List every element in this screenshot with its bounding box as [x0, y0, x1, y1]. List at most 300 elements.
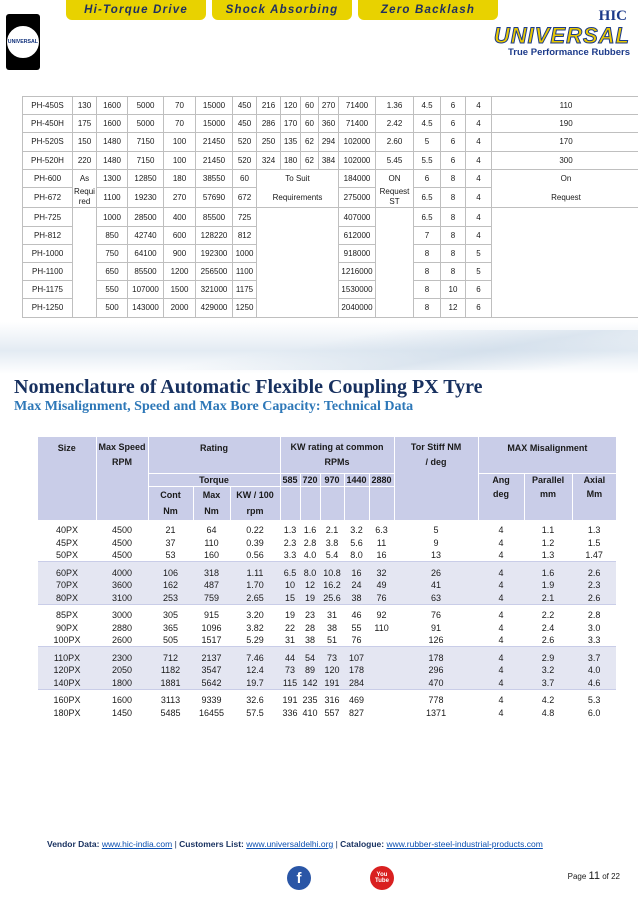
- ph-model: PH-520S: [23, 133, 73, 151]
- ph-cell: 4.5: [414, 97, 441, 115]
- ph-cell: 850: [97, 226, 128, 244]
- ph-cell: 7150: [128, 133, 164, 151]
- px-cell: 92: [376, 610, 387, 621]
- table-row: [23, 97, 638, 115]
- ph-cell: 600: [164, 226, 196, 244]
- px-cell: 305: [162, 610, 179, 621]
- px-cell: 0.22: [246, 525, 264, 536]
- header-blank: [320, 486, 344, 519]
- px-size: 60PX: [55, 567, 79, 578]
- ph-cell: 324: [257, 151, 281, 169]
- ph-cell: 1600: [97, 97, 128, 115]
- px-cell: 16.2: [323, 580, 341, 591]
- px-cell: 115: [282, 677, 298, 688]
- px-cell: 54: [305, 652, 316, 663]
- px-cell: 2880: [111, 622, 133, 633]
- ph-cell: 6: [414, 169, 441, 187]
- decorative-band-fold: [0, 330, 638, 370]
- table-row: [23, 115, 638, 133]
- px-cell: 191: [324, 677, 340, 688]
- vendor-link[interactable]: www.hic-india.com: [101, 839, 173, 849]
- ph-cell: 1216000: [339, 263, 376, 281]
- px-cell: 316: [324, 695, 340, 706]
- px-cell: 4: [498, 580, 504, 591]
- ph-cell: 270: [319, 97, 339, 115]
- ph-cell: 62: [301, 151, 319, 169]
- table-row: [38, 537, 616, 550]
- ph-cell: 300: [492, 151, 638, 169]
- px-cell: 4500: [111, 525, 133, 536]
- header-blank: [394, 473, 478, 486]
- px-cell: 120: [324, 665, 340, 676]
- ph-model: PH-1250: [23, 299, 73, 317]
- px-cell: 4.2: [541, 695, 555, 706]
- page-header: [0, 0, 638, 92]
- px-cell: 49: [376, 580, 387, 591]
- px-cell: 9339: [201, 695, 222, 706]
- col-size: Size: [38, 437, 96, 473]
- px-cell: 2.8: [303, 537, 317, 548]
- px-cell: 6.0: [587, 707, 601, 718]
- ph-cell: 64100: [128, 244, 164, 262]
- px-cell: 4: [498, 550, 504, 560]
- px-cell: 915: [203, 610, 220, 621]
- px-cell: 3600: [111, 580, 133, 591]
- ph-cell: 5000: [128, 115, 164, 133]
- ph-cell: 812: [233, 226, 257, 244]
- brand-tagline: True Performance Rubbers: [508, 47, 630, 58]
- px-cell: 1371: [426, 707, 447, 718]
- px-cell: 2600: [111, 635, 133, 645]
- px-cell: 5.6: [350, 537, 363, 548]
- ph-cell: 8: [441, 263, 466, 281]
- ph-cell: 62: [301, 133, 319, 151]
- px-cell: 3100: [111, 592, 133, 603]
- col-max-nm: Max Nm: [193, 486, 230, 519]
- ph-cell: 15000: [196, 97, 233, 115]
- px-cell: 11: [376, 537, 387, 548]
- table-row: [23, 187, 638, 208]
- page-total: of 22: [602, 872, 620, 881]
- ph-cell: 4: [466, 169, 492, 187]
- px-cell: [369, 707, 394, 720]
- px-cell: 38: [351, 592, 362, 603]
- px-cell: 3.8: [325, 537, 339, 548]
- px-cell: 162: [162, 580, 179, 591]
- px-cell: 91: [431, 622, 442, 633]
- px-cell: 4.8: [541, 707, 555, 718]
- px-cell: 4.6: [587, 677, 601, 688]
- ph-cell: 38550: [196, 169, 233, 187]
- catalogue-link[interactable]: www.rubber-steel-industrial-products.com: [386, 839, 543, 849]
- table-row: [23, 169, 638, 187]
- px-cell: 2.1: [325, 525, 339, 536]
- facebook-icon[interactable]: f: [287, 866, 311, 890]
- on-request-note-b: On: [492, 169, 638, 187]
- px-cell: 2.3: [587, 580, 601, 591]
- table-row: [23, 208, 638, 226]
- table-row: [38, 622, 616, 635]
- ph-cell: 4: [466, 226, 492, 244]
- ph-cell: 286: [257, 115, 281, 133]
- px-cell: 12: [305, 580, 316, 591]
- ph-cell: 8: [441, 169, 466, 187]
- col-max-speed: Max Speed RPM: [96, 437, 148, 473]
- px-size: 140PX: [53, 677, 81, 688]
- px-cell: 76: [376, 592, 387, 603]
- ph-blank: [492, 281, 638, 299]
- col-kw-rating: KW rating at common RPMs: [280, 437, 394, 473]
- ph-cell: 192300: [196, 244, 233, 262]
- table-row: [38, 579, 616, 592]
- ph-cell: 6: [441, 97, 466, 115]
- table-row: [38, 707, 616, 720]
- px-cell: 22: [285, 622, 296, 633]
- customers-link[interactable]: www.universaldelhi.org: [246, 839, 334, 849]
- px-cell: 1517: [201, 635, 222, 645]
- col-axial: Axial: [572, 473, 616, 486]
- px-cell: 5.3: [587, 695, 601, 706]
- ph-cell: 400: [164, 208, 196, 226]
- ph-cell: 450: [233, 115, 257, 133]
- px-cell: 4: [498, 695, 504, 706]
- px-cell: 5.4: [325, 550, 339, 560]
- ph-cell: 6: [441, 151, 466, 169]
- px-cell: [369, 652, 394, 665]
- px-cell: 296: [428, 665, 444, 676]
- px-cell: 89: [305, 665, 316, 676]
- ph-cell: 5: [466, 263, 492, 281]
- ph-cell: 7150: [128, 151, 164, 169]
- px-cell: 12.4: [246, 665, 264, 676]
- px-size: 160PX: [53, 695, 81, 706]
- px-cell: 4500: [111, 550, 133, 560]
- col-deg: deg: [478, 486, 524, 519]
- ph-blank: [492, 208, 638, 226]
- px-cell: 505: [162, 635, 179, 645]
- ph-cell: 21450: [196, 133, 233, 151]
- px-cell: 53: [165, 550, 176, 560]
- section-title: Nomenclature of Automatic Flexible Coupling PX Tyre: [14, 376, 483, 398]
- ph-cell: 4: [466, 115, 492, 133]
- px-cell: 1.6: [303, 525, 317, 536]
- col-rating: Rating: [148, 437, 280, 473]
- header-blank: [280, 486, 300, 519]
- ph-cell: 8: [414, 244, 441, 262]
- px-cell: 41: [431, 580, 442, 591]
- px-cell: 3.2: [350, 525, 363, 536]
- ph-cell: 250: [257, 133, 281, 151]
- ph-blank: [73, 281, 97, 299]
- px-cell: 1881: [160, 677, 181, 688]
- px-cell: 76: [351, 635, 362, 645]
- header-blank: [300, 486, 320, 519]
- px-cell: 2.4: [541, 622, 555, 633]
- brand-name: UNIVERSAL: [493, 23, 630, 48]
- px-size: 180PX: [53, 707, 81, 718]
- ph-cell: 5000: [128, 97, 164, 115]
- table-row: [38, 664, 616, 677]
- px-cell: 32: [376, 567, 387, 578]
- brand-block: [494, 8, 630, 58]
- vendor-label: Vendor Data:: [47, 839, 100, 849]
- ph-cell: 550: [97, 281, 128, 299]
- px-cell: 778: [428, 695, 444, 706]
- ph-cell: 450: [233, 97, 257, 115]
- ph-cell: 135: [281, 133, 301, 151]
- brand-prefix: HIC: [598, 8, 627, 24]
- ph-cell: 520: [233, 133, 257, 151]
- px-size: 120PX: [53, 665, 81, 676]
- ph-blank: [257, 299, 339, 317]
- px-cell: 31: [327, 610, 338, 621]
- px-cell: 3.7: [541, 677, 555, 688]
- px-cell: 1.47: [585, 550, 603, 560]
- ph-cell: 143000: [128, 299, 164, 317]
- ph-cell: 1500: [164, 281, 196, 299]
- ph-cell: 12850: [128, 169, 164, 187]
- px-cell: 470: [428, 677, 444, 688]
- table-row: [23, 299, 638, 317]
- ph-cell: 1480: [97, 133, 128, 151]
- logo-emblem: [7, 26, 39, 58]
- ph-cell: 360: [319, 115, 339, 133]
- ph-cell: 220: [73, 151, 97, 169]
- px-cell: 3.3: [283, 550, 297, 560]
- px-table-header: [38, 437, 616, 519]
- px-cell: 160: [203, 550, 220, 560]
- table-row: [38, 567, 616, 580]
- px-cell: 24: [351, 580, 362, 591]
- ph-cell: 170: [281, 115, 301, 133]
- px-cell: 2.8: [587, 610, 601, 621]
- ph-blank: [376, 226, 414, 244]
- px-cell: 1450: [111, 707, 133, 718]
- px-cell: 1.9: [541, 580, 555, 591]
- table-row: [23, 244, 638, 262]
- ph-cell: 1530000: [339, 281, 376, 299]
- ph-model: PH-725: [23, 208, 73, 226]
- ph-cell: 6: [466, 281, 492, 299]
- ph-cell: 128220: [196, 226, 233, 244]
- ph-cell: 170: [492, 133, 638, 151]
- ph-cell: 650: [97, 263, 128, 281]
- ph-cell: 8: [414, 281, 441, 299]
- px-size: 70PX: [55, 580, 79, 591]
- header-blank: [96, 486, 148, 519]
- ph-cell: 2000: [164, 299, 196, 317]
- px-cell: 55: [351, 622, 362, 633]
- ph-cell: 60: [301, 115, 319, 133]
- px-cell: 7.46: [246, 652, 264, 663]
- ph-model: PH-1175: [23, 281, 73, 299]
- px-size: 45PX: [55, 537, 79, 548]
- px-cell: 2.1: [541, 592, 555, 603]
- col-rpm-970: 970: [320, 473, 344, 486]
- px-cell: 1.3: [541, 550, 555, 560]
- ph-blank: [257, 226, 339, 244]
- px-cell: 4500: [111, 537, 133, 548]
- youtube-icon[interactable]: [370, 866, 394, 890]
- px-coupling-table: [38, 437, 616, 719]
- youtube-icon-label: Tube: [375, 878, 389, 884]
- px-cell: 46: [351, 610, 362, 621]
- ph-blank: [376, 208, 414, 226]
- px-cell: 38: [305, 635, 316, 645]
- header-blank: [394, 486, 478, 519]
- px-cell: 3.82: [246, 622, 264, 633]
- px-cell: 3547: [201, 665, 222, 676]
- px-cell: 1.6: [541, 567, 555, 578]
- ph-cell: 2.60: [376, 133, 414, 151]
- ph-blank: [257, 263, 339, 281]
- table-row: [23, 263, 638, 281]
- px-cell: 9: [433, 537, 439, 548]
- ph-cell: 256500: [196, 263, 233, 281]
- ph-blank: [73, 263, 97, 281]
- px-cell: 178: [349, 665, 365, 676]
- px-cell: 2137: [201, 652, 222, 663]
- table-row: [38, 634, 616, 647]
- px-cell: 8.0: [350, 550, 363, 560]
- ph-cell: 42740: [128, 226, 164, 244]
- ph-cell: 28500: [128, 208, 164, 226]
- px-cell: 318: [203, 567, 220, 578]
- px-size: 110PX: [53, 652, 81, 663]
- ph-cell: 384: [319, 151, 339, 169]
- px-cell: 3113: [160, 695, 181, 706]
- px-cell: [369, 664, 394, 677]
- px-cell: 6.3: [375, 525, 388, 536]
- px-cell: 3.20: [246, 610, 264, 621]
- px-cell: 13: [431, 550, 442, 560]
- ph-cell: 4: [466, 208, 492, 226]
- table-row: [38, 592, 616, 605]
- ph-blank: [492, 226, 638, 244]
- page-number: [568, 870, 620, 882]
- px-cell: 25.6: [323, 592, 341, 603]
- ph-coupling-table: [22, 96, 638, 318]
- col-tor-stiff: Tor Stiff NM / deg: [394, 437, 478, 473]
- table-row: [23, 133, 638, 151]
- ph-model: PH-672: [23, 187, 73, 208]
- table-row: [38, 677, 616, 690]
- ph-cell: 275000: [339, 187, 376, 208]
- table-row: [23, 151, 638, 169]
- ph-model: PH-520H: [23, 151, 73, 169]
- ph-cell: 4.5: [414, 115, 441, 133]
- on-request-note: ON: [376, 169, 414, 187]
- ph-cell: 21450: [196, 151, 233, 169]
- px-cell: 1600: [111, 695, 133, 706]
- ph-cell: 1480: [97, 151, 128, 169]
- ph-cell: 612000: [339, 226, 376, 244]
- px-cell: 4.0: [587, 665, 601, 676]
- px-cell: 1096: [201, 622, 222, 633]
- ph-cell: 175: [73, 115, 97, 133]
- px-cell: 235: [302, 695, 318, 706]
- footer-separator: |: [174, 839, 177, 849]
- ph-cell: 102000: [339, 133, 376, 151]
- px-cell: 557: [324, 707, 340, 718]
- col-rpm-585: 585: [280, 473, 300, 486]
- px-cell: 3.2: [541, 665, 555, 676]
- footer-links: [47, 839, 543, 849]
- ph-cell: 8: [441, 226, 466, 244]
- px-cell: 253: [162, 592, 179, 603]
- px-cell: 284: [349, 677, 365, 688]
- ph-cell: 6: [441, 115, 466, 133]
- ph-cell: 60: [233, 169, 257, 187]
- ph-cell: 750: [97, 244, 128, 262]
- ph-cell: 100: [164, 151, 196, 169]
- px-cell: 410: [302, 707, 318, 718]
- ph-cell: 672: [233, 187, 257, 208]
- header-blank: [38, 486, 96, 519]
- px-cell: 1800: [111, 677, 133, 688]
- px-cell: 1.3: [283, 525, 297, 536]
- to-suit-note: To Suit: [257, 169, 339, 187]
- ph-blank: [492, 263, 638, 281]
- table-row: [23, 226, 638, 244]
- table-row: [38, 609, 616, 622]
- px-cell: 3.7: [587, 652, 601, 663]
- col-cont-nm: Cont Nm: [148, 486, 193, 519]
- ph-cell: 1000: [233, 244, 257, 262]
- px-cell: 4: [498, 610, 504, 621]
- px-cell: 3.3: [587, 635, 601, 645]
- ph-cell: 6: [441, 133, 466, 151]
- px-cell: 4: [498, 652, 504, 663]
- px-cell: 10.8: [323, 567, 341, 578]
- header-blank: [344, 486, 369, 519]
- px-cell: 4: [498, 537, 504, 548]
- px-cell: 2.2: [541, 610, 555, 621]
- logo-text: UNIVERSAL: [7, 39, 39, 45]
- px-cell: 4: [498, 525, 504, 536]
- ph-cell: 12: [441, 299, 466, 317]
- ph-cell: 1.36: [376, 97, 414, 115]
- px-cell: 1.70: [246, 580, 264, 591]
- px-cell: 469: [349, 695, 365, 706]
- ph-cell: 71400: [339, 115, 376, 133]
- px-cell: 1.2: [541, 537, 555, 548]
- px-cell: 4.0: [303, 550, 317, 560]
- px-cell: 16: [351, 567, 362, 578]
- col-mm: mm: [524, 486, 572, 519]
- ph-cell: 8: [441, 208, 466, 226]
- px-cell: 76: [431, 610, 442, 621]
- px-size: 100PX: [53, 635, 81, 645]
- ph-cell: 500: [97, 299, 128, 317]
- ph-cell: 2.42: [376, 115, 414, 133]
- px-cell: 5.29: [246, 635, 264, 645]
- px-cell: 4: [498, 622, 504, 633]
- ph-cell: 270: [164, 187, 196, 208]
- px-cell: 5: [433, 525, 439, 536]
- ph-cell: 10: [441, 281, 466, 299]
- ph-cell: 70: [164, 115, 196, 133]
- ph-cell: 520: [233, 151, 257, 169]
- col-mm-axial: Mm: [572, 486, 616, 519]
- header-blank: [369, 486, 394, 519]
- px-size: 50PX: [55, 550, 79, 560]
- px-cell: [369, 694, 394, 707]
- px-cell: 4: [498, 592, 504, 603]
- px-cell: 1.1: [541, 525, 555, 536]
- px-cell: 2.3: [283, 537, 297, 548]
- ph-model: PH-450H: [23, 115, 73, 133]
